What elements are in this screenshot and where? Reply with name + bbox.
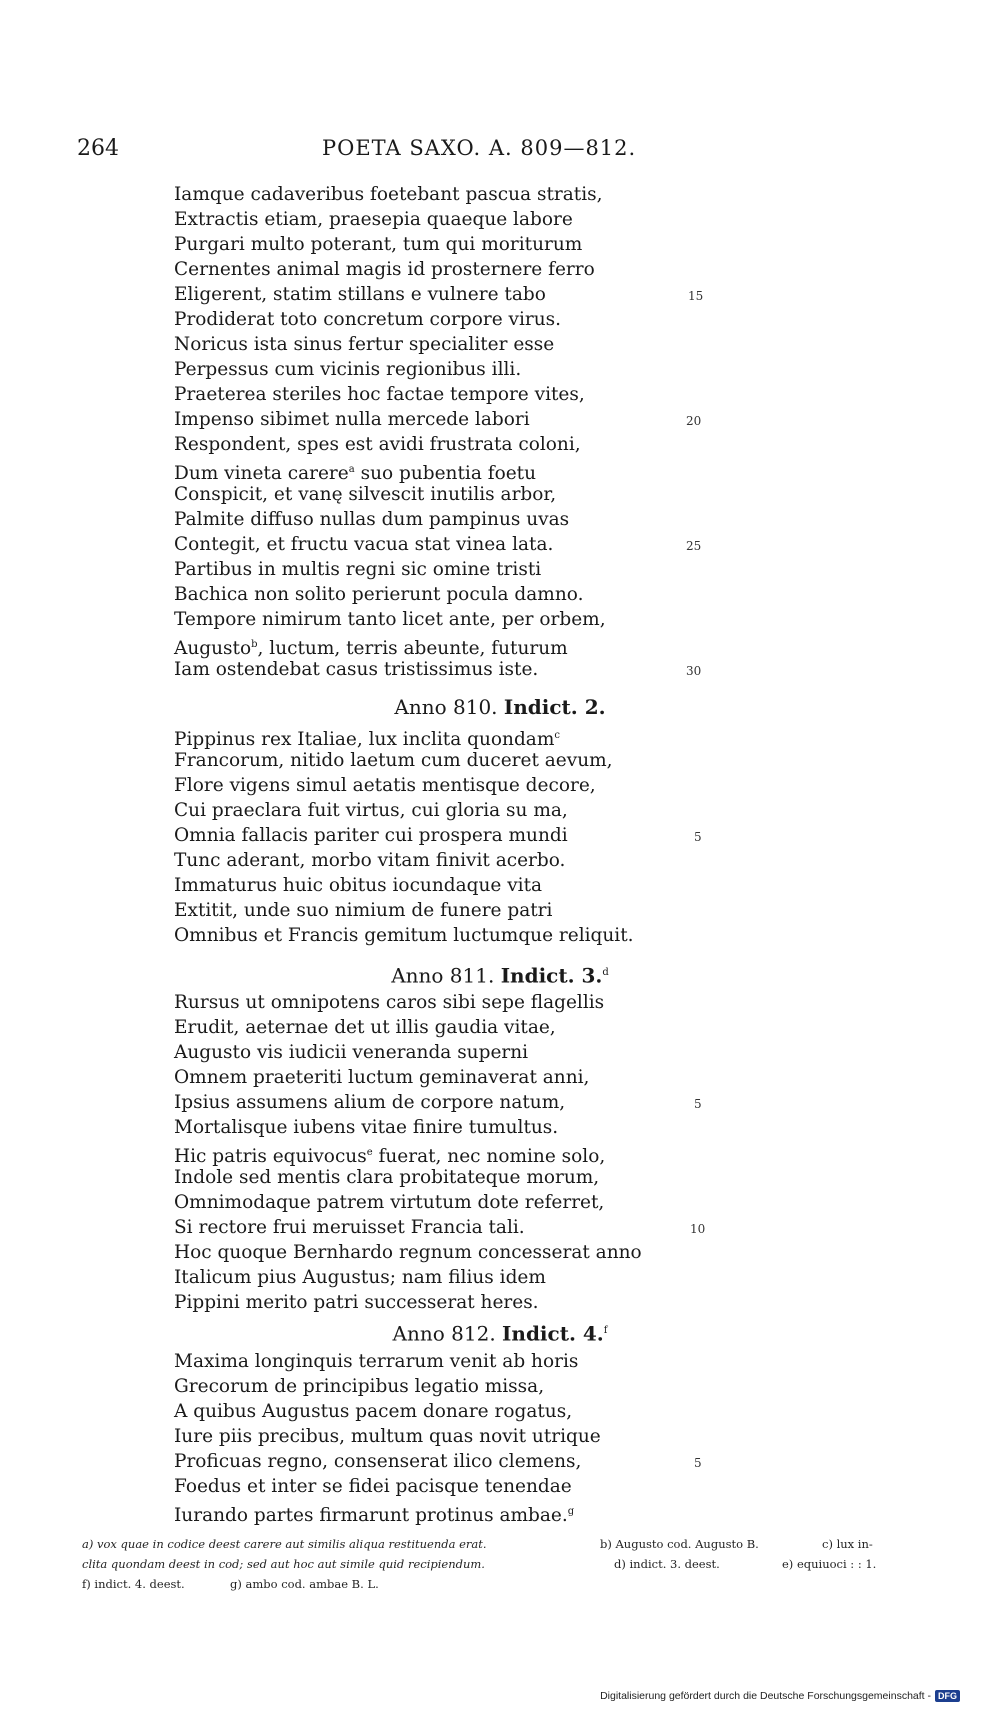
- footnote-c-cont: clita quondam deest in cod; sed aut hoc aut simile quid recipiendum.: [82, 1557, 485, 1571]
- verse-line: Bachica non solito perierunt pocula damno.: [174, 584, 584, 605]
- verse-line: Prodiderat toto concretum corpore virus.: [174, 309, 562, 330]
- line-number: 5: [694, 1456, 702, 1470]
- footnote-c: c) lux in-: [822, 1537, 873, 1551]
- verse-line: [174, 457, 537, 485]
- verse-line: Si rectore frui meruisset Francia tali.: [174, 1217, 525, 1238]
- verse-line: Tempore nimirum tanto licet ante, per orbem,: [174, 609, 606, 630]
- line-number: 15: [688, 289, 704, 303]
- verse-line: Proficuas regno, consenserat ilico clemens,: [174, 1451, 582, 1472]
- verse-line: Ipsius assumens alium de corpore natum,: [174, 1092, 566, 1113]
- footnote-a: a) vox quae in codice deest carere aut similis aliqua restituenda erat.: [82, 1537, 487, 1551]
- verse-line: [174, 632, 568, 660]
- line-number: 5: [694, 830, 702, 844]
- section-heading-812: [0, 1317, 1000, 1345]
- verse-line: Hoc quoque Bernhardo regnum concesserat anno: [174, 1242, 642, 1263]
- verse-line: Foedus et inter se fidei pacisque tenendae: [174, 1476, 572, 1497]
- verse-line: Impenso sibimet nulla mercede labori: [174, 409, 530, 430]
- verse-line: A quibus Augustus pacem donare rogatus,: [174, 1401, 573, 1422]
- verse-line: Augusto vis iudicii veneranda superni: [174, 1042, 529, 1063]
- heading-year: Anno 812.: [392, 1321, 496, 1346]
- heading-year: Anno 811.: [391, 963, 495, 988]
- verse-line: Omnia fallacis pariter cui prospera mundi: [174, 825, 568, 846]
- footnote-marker: g: [567, 1506, 575, 1517]
- footnote-marker: c: [554, 730, 560, 741]
- verse-line: Purgari multo poterant, tum qui moriturum: [174, 234, 583, 255]
- verse-line: Erudit, aeternae det ut illis gaudia vitae,: [174, 1017, 556, 1038]
- verse-text: Iurando partes firmarunt protinus ambae.: [174, 1505, 568, 1527]
- verse-text: Augusto: [174, 638, 252, 660]
- line-number: 25: [686, 539, 702, 553]
- verse-line: Cui praeclara fuit virtus, cui gloria su ma,: [174, 800, 568, 821]
- line-number: 5: [694, 1097, 702, 1111]
- line-number: 10: [690, 1222, 706, 1236]
- footnote-d: d) indict. 3. deest.: [614, 1557, 720, 1571]
- footnote-g: g) ambo cod. ambae B. L.: [230, 1577, 379, 1591]
- dfg-logo: DFG: [935, 1690, 960, 1702]
- footnote-row: [82, 1554, 902, 1574]
- verse-text: , luctum, terris abeunte, futurum: [257, 638, 568, 660]
- footnote-marker: a: [348, 464, 355, 475]
- page-number: 264: [77, 136, 119, 161]
- footnote-marker: f: [603, 1325, 608, 1336]
- verse-line: Noricus ista sinus fertur specialiter esse: [174, 334, 555, 355]
- footnote-row: [82, 1574, 902, 1594]
- verse-line: Mortalisque iubens vitae finire tumultus.: [174, 1117, 559, 1138]
- verse-line: Flore vigens simul aetatis mentisque decore,: [174, 775, 596, 796]
- line-number: 20: [686, 414, 702, 428]
- verse-line: Grecorum de principibus legatio missa,: [174, 1376, 545, 1397]
- verse-line: Extitit, unde suo nimium de funere patri: [174, 900, 553, 921]
- verse-line: Extractis etiam, praesepia quaeque labore: [174, 209, 573, 230]
- verse-line: Francorum, nitido laetum cum duceret aevum,: [174, 750, 613, 771]
- verse-line: Indole sed mentis clara probitateque morum,: [174, 1167, 600, 1188]
- heading-indict: Indict. 4.: [502, 1321, 604, 1346]
- verse-line: Partibus in multis regni sic omine tristi: [174, 559, 542, 580]
- verse-line: Immaturus huic obitus iocundaque vita: [174, 875, 543, 896]
- heading-indict: Indict. 3.: [500, 963, 603, 988]
- verse-line: Eligerent, statim stillans e vulnere tabo: [174, 284, 546, 305]
- footnote-marker: b: [251, 639, 258, 650]
- verse-line: Conspicit, et vanę silvescit inutilis arbor,: [174, 484, 557, 505]
- digitization-credit: [600, 1690, 960, 1702]
- heading-indict: Indict. 2.: [503, 695, 606, 719]
- verse-line: Rursus ut omnipotens caros sibi sepe flagellis: [174, 992, 605, 1013]
- footnote-marker: e: [366, 1147, 373, 1158]
- verse-line: Praeterea steriles hoc factae tempore vites,: [174, 384, 585, 405]
- verse-line: Omnibus et Francis gemitum luctumque reliquit.: [174, 925, 634, 946]
- verse-line: [174, 1499, 575, 1527]
- verse-line: Cernentes animal magis id prosternere ferro: [174, 259, 595, 280]
- verse-line: Tunc aderant, morbo vitam finivit acerbo.: [174, 850, 566, 871]
- verse-line: Contegit, et fructu vacua stat vinea lata.: [174, 534, 554, 555]
- verse-line: Omnimodaque patrem virtutum dote referret,: [174, 1192, 605, 1213]
- verse-line: Iure piis precibus, multum quas novit utrique: [174, 1426, 601, 1447]
- verse-line: Iamque cadaveribus foetebant pascua stratis,: [174, 184, 603, 205]
- verse-line: Palmite diffuso nullas dum pampinus uvas: [174, 509, 570, 530]
- footnote-b: b) Augusto cod. Augusto B.: [600, 1537, 759, 1551]
- page-header: [0, 136, 1000, 166]
- running-title: POETA SAXO. A. 809—812.: [322, 136, 637, 160]
- footnote-marker: d: [602, 967, 609, 978]
- line-number: 30: [686, 664, 702, 678]
- verse-line: Perpessus cum vicinis regionibus illi.: [174, 359, 522, 380]
- verse-line: Iam ostendebat casus tristissimus iste.: [174, 659, 539, 680]
- verse-line: [174, 723, 560, 751]
- verse-line: Omnem praeteriti luctum geminaverat anni,: [174, 1067, 590, 1088]
- section-heading-810: [0, 693, 1000, 721]
- heading-year: Anno 810.: [394, 695, 498, 719]
- verse-line: Respondent, spes est avidi frustrata coloni,: [174, 434, 581, 455]
- verse-line: Italicum pius Augustus; nam filius idem: [174, 1267, 546, 1288]
- footnote-e: e) equiuoci : : 1.: [782, 1557, 877, 1571]
- verse-line: Maxima longinquis terrarum venit ab horis: [174, 1351, 579, 1372]
- footnotes: [82, 1534, 902, 1594]
- verse-text: Dum vineta carere: [174, 463, 349, 485]
- section-heading-811: [0, 959, 1000, 987]
- credit-text: Digitalisierung gefördert durch die Deutsche Forschungsgemeinschaft -: [600, 1690, 931, 1702]
- footnote-row: [82, 1534, 902, 1554]
- verse-line: [174, 1140, 606, 1168]
- verse-text: suo pubentia foetu: [354, 463, 537, 485]
- verse-text: Pippinus rex Italiae, lux inclita quondam: [174, 729, 555, 751]
- verse-text: Hic patris equivocus: [174, 1146, 367, 1168]
- verse-line: Pippini merito patri successerat heres.: [174, 1292, 539, 1313]
- verse-text: fuerat, nec nomine solo,: [372, 1146, 606, 1168]
- footnote-f: f) indict. 4. deest.: [82, 1577, 185, 1591]
